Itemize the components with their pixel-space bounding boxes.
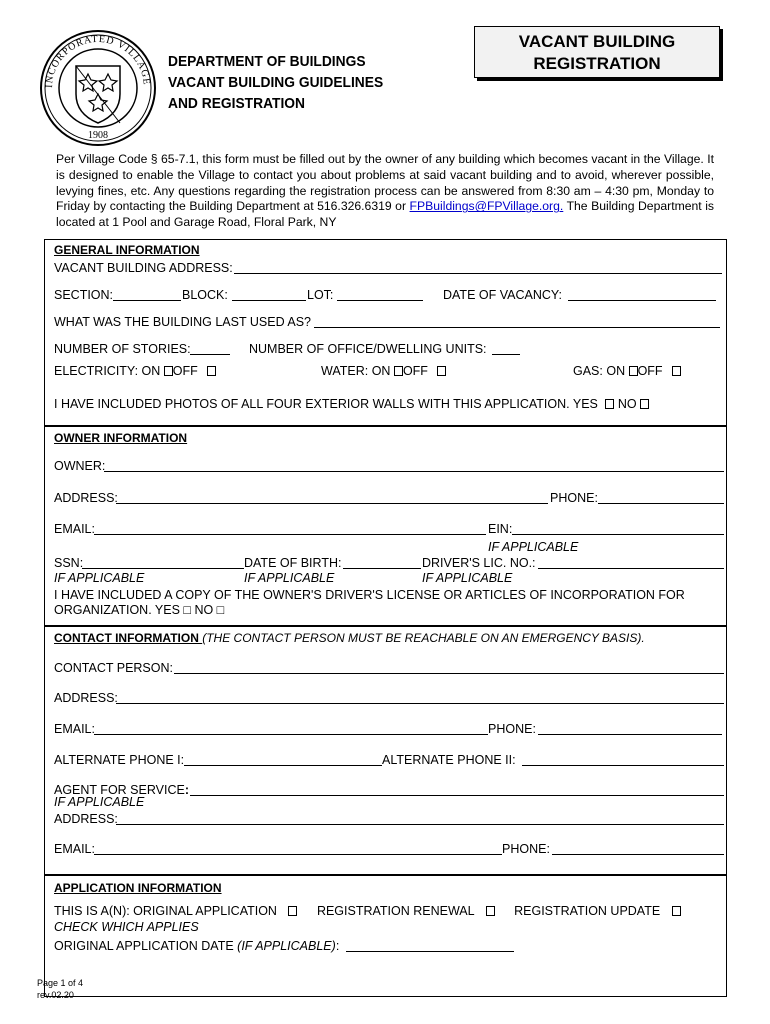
water-on-checkbox[interactable] xyxy=(394,366,403,376)
agent-field[interactable] xyxy=(190,795,724,796)
lot-label: LOT: xyxy=(307,288,334,302)
copy-line-1: I HAVE INCLUDED A COPY OF THE OWNER'S DRIVER'S LICENSE OR ARTICLES OF INCORPORATION FOR xyxy=(54,588,685,602)
agent-email-label: EMAIL: xyxy=(54,842,95,856)
contact-email-field[interactable] xyxy=(94,734,488,735)
license-label: DRIVER'S LIC. NO.: xyxy=(422,556,536,570)
gas-on-checkbox[interactable] xyxy=(629,366,638,376)
owner-phone-field[interactable] xyxy=(598,503,724,504)
ssn-field[interactable] xyxy=(82,568,244,569)
check-which-applies: CHECK WHICH APPLIES xyxy=(54,920,199,934)
electricity-off-checkbox[interactable] xyxy=(207,366,216,376)
lot-field[interactable] xyxy=(337,300,423,301)
contact-phone-label: PHONE: xyxy=(488,722,536,736)
license-if-applicable: IF APPLICABLE xyxy=(422,571,513,585)
section-label: SECTION: xyxy=(54,288,114,302)
water-off-label: OFF xyxy=(402,364,428,378)
svg-text:INCORPORATED VILLAGE OF FLORAL xyxy=(38,28,152,89)
title-line-2: REGISTRATION xyxy=(533,54,661,73)
stories-label: NUMBER OF STORIES: xyxy=(54,342,191,356)
last-used-label: WHAT WAS THE BUILDING LAST USED AS? xyxy=(54,315,312,329)
section-field[interactable] xyxy=(113,300,181,301)
page-number: Page 1 of 4 xyxy=(37,978,84,988)
alt-phone-2-label: ALTERNATE PHONE II: xyxy=(382,753,516,767)
owner-email-label: EMAIL: xyxy=(54,522,95,536)
owner-field[interactable] xyxy=(104,471,724,472)
contact-person-field[interactable] xyxy=(174,673,724,674)
renewal-label: REGISTRATION RENEWAL xyxy=(316,904,475,918)
owner-phone-label: PHONE: xyxy=(550,491,598,505)
application-info-heading: APPLICATION INFORMATION xyxy=(54,881,222,895)
alt-phone-1-label: ALTERNATE PHONE I: xyxy=(54,753,185,767)
units-label: NUMBER OF OFFICE/DWELLING UNITS: xyxy=(249,342,487,356)
original-date-row xyxy=(54,939,339,953)
ein-field[interactable] xyxy=(512,534,724,535)
gas-off-label: OFF xyxy=(637,364,663,378)
agent-label: AGENT FOR SERVICE xyxy=(54,783,185,797)
contact-person-label: CONTACT PERSON: xyxy=(54,661,173,675)
photos-yes-checkbox[interactable] xyxy=(605,399,614,409)
department-heading xyxy=(168,51,383,114)
original-date-colon: : xyxy=(335,939,340,953)
application-type-row xyxy=(54,904,681,918)
ein-label: EIN: xyxy=(488,522,513,536)
general-info-heading: GENERAL INFORMATION xyxy=(54,243,200,257)
photos-row xyxy=(54,397,649,411)
building-address-label: VACANT BUILDING ADDRESS: xyxy=(54,261,233,275)
section-divider xyxy=(44,625,727,627)
dept-line-2: VACANT BUILDING GUIDELINES xyxy=(168,74,384,91)
contact-info-heading: CONTACT INFORMATION xyxy=(54,631,203,645)
contact-address-field[interactable] xyxy=(116,703,724,704)
renewal-checkbox[interactable] xyxy=(486,906,495,916)
contact-phone-field[interactable] xyxy=(538,734,722,735)
contact-address-label: ADDRESS: xyxy=(54,691,118,705)
date-of-vacancy-field[interactable] xyxy=(568,300,716,301)
agent-email-field[interactable] xyxy=(94,854,502,855)
seal-text: INCORPORATED VILLAGE xyxy=(43,33,153,89)
gas-on-label: GAS: ON xyxy=(573,364,626,378)
village-seal-logo xyxy=(38,28,158,148)
photos-no-label: NO xyxy=(617,397,637,411)
block-field[interactable] xyxy=(232,300,306,301)
last-used-field[interactable] xyxy=(314,327,720,328)
stories-field[interactable] xyxy=(190,354,230,355)
contact-email-label: EMAIL: xyxy=(54,722,95,736)
copy-line-2: ORGANIZATION. YES □ NO □ xyxy=(54,603,225,617)
original-application-label: THIS IS A(N): ORIGINAL APPLICATION xyxy=(54,904,277,918)
intro-tail: The Building Department is located at 1 Pool and Garage Road, Floral Park, NY xyxy=(56,199,714,230)
water-row xyxy=(321,364,446,378)
original-application-checkbox[interactable] xyxy=(288,906,297,916)
dept-line-1: DEPARTMENT OF BUILDINGS xyxy=(168,53,366,70)
intro-text: Per Village Code § 65-7.1, this form must be filled out by the owner of any building which becomes vacant in the Village. It is designed to enable the Village to contact you about problems at said vacant building and to avoid, wherever possible, levying fines, etc. Any questions regarding the registration process can be answered from 8:30 am – 4:30 pm, Monday to Friday by contacting the Building Department at 516.326.6319 or xyxy=(56,152,714,214)
dob-field[interactable] xyxy=(343,568,421,569)
dob-label: DATE OF BIRTH: xyxy=(244,556,342,570)
dob-if-applicable: IF APPLICABLE xyxy=(244,571,335,585)
intro-paragraph xyxy=(56,152,714,231)
water-on-label: WATER: ON xyxy=(321,364,391,378)
agent-phone-label: PHONE: xyxy=(502,842,550,856)
title-line-1: VACANT BUILDING xyxy=(518,32,676,51)
original-date-label: ORIGINAL APPLICATION DATE xyxy=(54,939,238,953)
electricity-on-checkbox[interactable] xyxy=(164,366,173,376)
owner-address-field[interactable] xyxy=(116,503,548,504)
photos-no-checkbox[interactable] xyxy=(640,399,649,409)
alt-phone-2-field[interactable] xyxy=(522,765,724,766)
agent-if-applicable: IF APPLICABLE xyxy=(54,795,145,809)
alt-phone-1-field[interactable] xyxy=(184,765,382,766)
owner-address-label: ADDRESS: xyxy=(54,491,118,505)
date-of-vacancy-label: DATE OF VACANCY: xyxy=(443,288,563,302)
electricity-off-label: OFF xyxy=(172,364,198,378)
agent-address-label: ADDRESS: xyxy=(54,812,118,826)
section-divider xyxy=(44,874,727,876)
dept-line-3: AND REGISTRATION xyxy=(168,95,305,112)
original-date-note: (IF APPLICABLE) xyxy=(237,939,336,953)
form-title-box xyxy=(474,26,720,78)
revision: rev.02.20 xyxy=(37,990,74,1000)
water-off-checkbox[interactable] xyxy=(437,366,446,376)
ssn-label: SSN: xyxy=(54,556,84,570)
seal-year: 1908 xyxy=(88,130,108,141)
update-label: REGISTRATION UPDATE xyxy=(514,904,661,918)
ssn-if-applicable: IF APPLICABLE xyxy=(54,571,145,585)
photos-label: I HAVE INCLUDED PHOTOS OF ALL FOUR EXTERIOR WALLS WITH THIS APPLICATION. YES xyxy=(54,397,598,411)
electricity-row xyxy=(54,364,216,378)
owner-email-field[interactable] xyxy=(94,534,486,535)
department-email-link[interactable]: FPBuildings@FPVillage.org. xyxy=(409,199,564,214)
contact-note: (THE CONTACT PERSON MUST BE REACHABLE ON AN EMERGENCY BASIS). xyxy=(202,631,645,645)
license-field[interactable] xyxy=(538,568,724,569)
gas-off-checkbox[interactable] xyxy=(672,366,681,376)
ein-if-applicable: IF APPLICABLE xyxy=(488,540,579,554)
owner-info-heading: OWNER INFORMATION xyxy=(54,431,188,445)
page-footer xyxy=(37,977,83,1001)
section-divider xyxy=(44,425,727,427)
electricity-on-label: ELECTRICITY: ON xyxy=(54,364,161,378)
units-field[interactable] xyxy=(492,354,520,355)
gas-row xyxy=(573,364,681,378)
building-address-field[interactable] xyxy=(234,273,722,274)
agent-address-field[interactable] xyxy=(116,824,724,825)
block-label: BLOCK: xyxy=(182,288,228,302)
update-checkbox[interactable] xyxy=(672,906,681,916)
agent-phone-field[interactable] xyxy=(552,854,724,855)
contact-heading-row xyxy=(54,631,645,645)
owner-label: OWNER: xyxy=(54,459,106,473)
agent-colon: : xyxy=(184,783,189,797)
original-date-field[interactable] xyxy=(346,951,514,952)
